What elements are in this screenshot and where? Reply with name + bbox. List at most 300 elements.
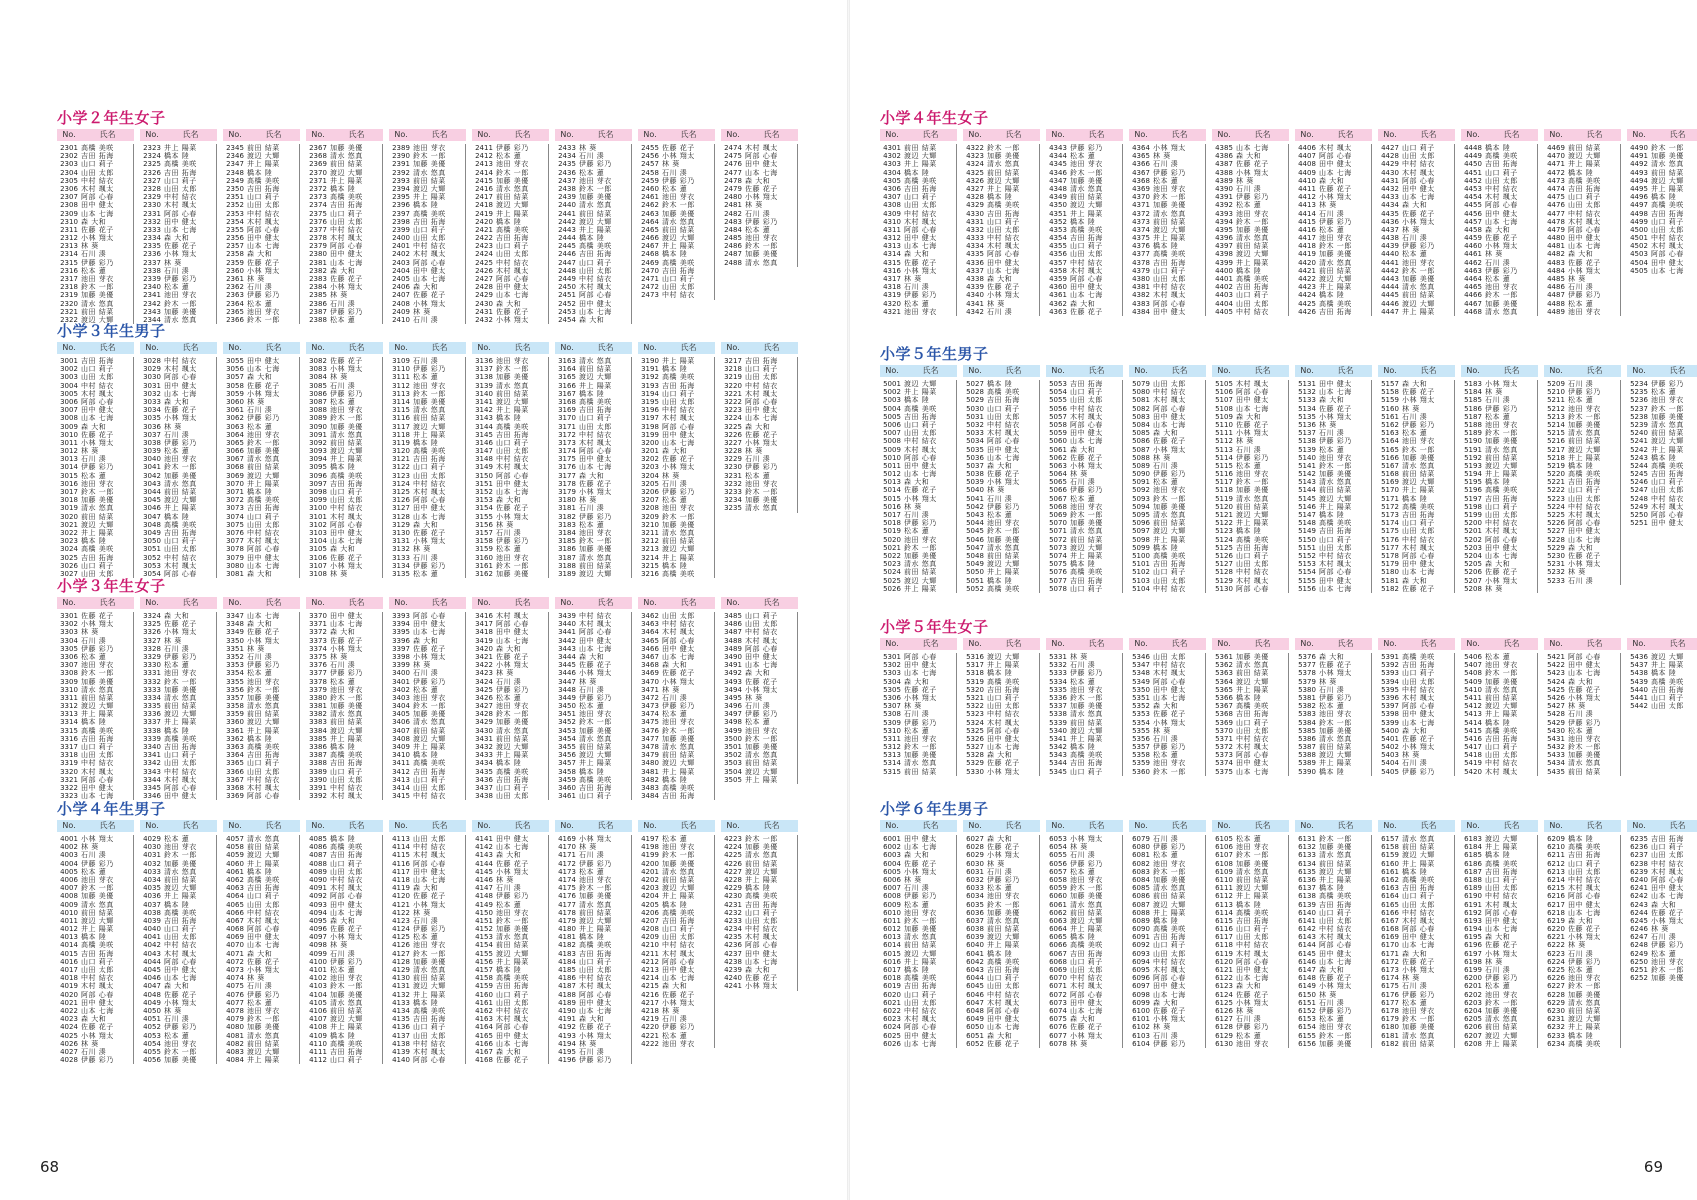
entry-number: 5390 (1298, 767, 1316, 776)
roster-row (1046, 719, 1122, 727)
header-name: 氏名 (597, 598, 614, 607)
roster-row (555, 390, 631, 398)
entry-name: 森 大和 (413, 520, 439, 529)
entry-number: 5156 (1298, 584, 1316, 593)
entry-number: 4156 (475, 957, 493, 966)
column-rows (1295, 653, 1372, 776)
roster-row (1544, 152, 1620, 160)
entry-name: 鈴木 一郎 (579, 884, 612, 893)
entry-name: 石川 湊 (1070, 851, 1096, 860)
roster-row (1544, 544, 1620, 552)
roster-row (721, 727, 797, 735)
entry-number: 4501 (1630, 234, 1648, 243)
entry-number: 3486 (724, 620, 742, 629)
entry-name: 山本 七海 (745, 957, 778, 966)
roster-row (57, 645, 133, 653)
entry-name: 林 葵 (81, 1039, 99, 1048)
entry-name: 木村 颯太 (247, 537, 280, 546)
entry-number: 6020 (883, 990, 901, 999)
roster-row (306, 554, 382, 562)
entry-number: 4492 (1630, 160, 1648, 169)
entry-name: 森 大和 (745, 966, 771, 974)
entry-name: 高橋 美咲 (1402, 502, 1435, 511)
roster-column (1461, 129, 1538, 316)
roster-row (555, 860, 631, 868)
entry-number: 5416 (1464, 734, 1482, 743)
roster-row (1378, 169, 1454, 177)
entry-name: 林 葵 (413, 545, 431, 554)
entry-number: 5069 (1049, 511, 1067, 519)
roster-row (140, 628, 216, 636)
entry-number: 3315 (60, 726, 78, 735)
entry-number: 3191 (641, 365, 659, 374)
roster-row (638, 373, 714, 381)
roster-row (57, 868, 133, 876)
column-rows (1129, 144, 1206, 316)
entry-number: 6016 (883, 957, 901, 966)
entry-name: 木村 颯太 (1070, 982, 1103, 991)
entry-name: 中村 結衣 (330, 875, 363, 884)
entry-name: 林 葵 (1236, 437, 1254, 446)
roster-row (1544, 218, 1620, 226)
entry-name: 小林 翔太 (81, 1031, 114, 1040)
roster-row (880, 144, 956, 152)
roster-row (306, 718, 382, 726)
entry-number: 4460 (1464, 242, 1482, 251)
entry-name: 鈴木 一郎 (987, 527, 1020, 536)
entry-number: 3181 (558, 504, 576, 513)
entry-name: 鈴木 一郎 (1153, 494, 1186, 503)
entry-name: 前田 結菜 (330, 438, 363, 447)
entry-number: 5362 (1215, 661, 1233, 670)
roster-column (1627, 129, 1697, 316)
entry-name: 木村 颯太 (1236, 380, 1269, 388)
roster-row (880, 925, 956, 933)
entry-number: 3380 (309, 693, 327, 702)
entry-number: 5339 (1049, 718, 1067, 727)
entry-name: 田中 健太 (1319, 576, 1352, 585)
entry-name: 森 大和 (987, 1031, 1013, 1040)
entry-name: 石川 湊 (1070, 661, 1096, 670)
header-name: 氏名 (182, 343, 199, 352)
entry-name: 山口 莉子 (247, 759, 280, 768)
header-no: No. (228, 343, 242, 352)
entry-name: 林 葵 (1568, 568, 1586, 577)
entry-number: 4188 (558, 990, 576, 999)
roster-row (57, 562, 133, 570)
entry-name: 高橋 美咲 (330, 843, 363, 852)
entry-name: 伊藤 彩乃 (579, 859, 612, 868)
entry-name: 山本 七海 (330, 620, 363, 629)
entry-name: 吉田 拓海 (1568, 184, 1601, 193)
roster-row (880, 991, 956, 999)
roster-row (1046, 250, 1122, 258)
column-rows (306, 612, 383, 800)
entry-name: 井上 陽菜 (330, 176, 363, 185)
roster-row (140, 653, 216, 661)
roster-row (880, 250, 956, 258)
header-no: No. (885, 639, 899, 648)
roster-row (721, 218, 797, 226)
roster-row (389, 291, 465, 299)
entry-number: 4362 (1049, 299, 1067, 308)
entry-name: 清水 悠真 (247, 455, 280, 464)
entry-number: 4322 (966, 144, 984, 152)
entry-name: 加藤 美優 (413, 160, 446, 169)
roster-row (472, 250, 548, 258)
entry-name: 小林 翔太 (330, 283, 363, 292)
entry-number: 4336 (966, 258, 984, 267)
roster-row (721, 768, 797, 776)
header-no: No. (643, 343, 657, 352)
entry-name: 高橋 美咲 (987, 677, 1020, 686)
entry-name: 田中 健太 (1651, 519, 1684, 528)
roster-row (306, 678, 382, 686)
roster-column (638, 820, 715, 1064)
roster-row (472, 160, 548, 168)
entry-number: 4022 (60, 1006, 78, 1015)
roster-row (880, 661, 956, 669)
entry-number: 6061 (1049, 900, 1067, 909)
entry-name: 田中 健太 (496, 479, 529, 488)
entry-name: 森 大和 (662, 447, 688, 456)
entry-name: 橋本 陸 (1070, 560, 1096, 569)
roster-column (555, 129, 632, 324)
entry-name: 佐藤 花子 (1319, 661, 1352, 670)
entry-number: 2363 (226, 291, 244, 300)
entry-number: 4176 (558, 892, 576, 901)
header-name: 氏名 (1503, 639, 1520, 648)
entry-name: 阿部 心春 (1402, 702, 1435, 711)
roster-row (638, 439, 714, 447)
roster-row (555, 835, 631, 843)
entry-number: 5102 (1132, 568, 1150, 577)
roster-row (472, 1015, 548, 1023)
entry-number: 4441 (1381, 258, 1399, 267)
entry-name: 中村 結衣 (164, 193, 197, 202)
roster-row (223, 398, 299, 406)
entry-number: 2342 (143, 299, 161, 308)
entry-number: 3005 (60, 389, 78, 398)
column-header (1212, 365, 1289, 377)
header-no: No. (62, 598, 76, 607)
header-name: 氏名 (597, 130, 614, 139)
entry-name: 渡辺 大輝 (164, 884, 197, 893)
entry-name: 清水 悠真 (662, 217, 695, 226)
roster-row (140, 669, 216, 677)
entry-name: 石川 湊 (1568, 710, 1594, 719)
roster-row (223, 1048, 299, 1056)
entry-number: 6049 (966, 1015, 984, 1024)
entry-number: 3342 (143, 759, 161, 768)
entry-number: 5115 (1215, 461, 1233, 470)
entry-name: 吉田 拓海 (81, 949, 114, 958)
roster-row (306, 735, 382, 743)
roster-row (389, 308, 465, 316)
roster-row (880, 1015, 956, 1023)
entry-number: 5375 (1215, 767, 1233, 776)
entry-number: 3347 (226, 612, 244, 620)
entry-number: 3334 (143, 693, 161, 702)
entry-name: 小林 翔太 (904, 266, 937, 275)
roster-row (223, 513, 299, 521)
roster-row (1627, 511, 1697, 519)
roster-row (1129, 503, 1205, 511)
entry-number: 5408 (1464, 669, 1482, 678)
entry-number: 5343 (1049, 751, 1067, 760)
entry-name: 井上 陽菜 (1651, 661, 1684, 670)
entry-number: 2422 (475, 234, 493, 243)
entry-name: 山田 太郎 (164, 184, 197, 193)
entry-number: 5378 (1298, 669, 1316, 678)
entry-number: 5212 (1547, 404, 1565, 413)
roster-row (721, 884, 797, 892)
entry-name: 吉田 拓海 (579, 783, 612, 792)
entry-name: 田中 健太 (1070, 998, 1103, 1007)
entry-name: 吉田 拓海 (1236, 283, 1269, 292)
roster-row (555, 645, 631, 653)
entry-number: 4213 (641, 966, 659, 974)
entry-name: 松本 蓮 (1070, 152, 1096, 161)
entry-number: 5314 (883, 759, 901, 768)
entry-name: 山本 七海 (496, 291, 529, 300)
entry-number: 5100 (1132, 551, 1150, 560)
entry-name: 木村 颯太 (1651, 242, 1684, 251)
entry-number: 3327 (143, 636, 161, 645)
roster-row (389, 702, 465, 710)
header-no: No. (1217, 639, 1231, 648)
entry-number: 5234 (1630, 380, 1648, 388)
entry-name: 前田 結菜 (579, 209, 612, 218)
roster-row (555, 710, 631, 718)
entry-name: 森 大和 (164, 397, 190, 406)
entry-name: 加藤 美優 (1070, 702, 1103, 711)
entry-name: 松本 蓮 (1319, 445, 1345, 454)
entry-name: 森 大和 (745, 669, 771, 678)
roster-row (1378, 152, 1454, 160)
roster-row (963, 388, 1039, 396)
roster-row (57, 513, 133, 521)
entry-name: 山田 太郎 (81, 751, 114, 760)
column-header (223, 597, 300, 609)
entry-name: 清水 悠真 (1070, 527, 1103, 536)
entry-number: 4350 (1049, 201, 1067, 210)
entry-name: 山本 七海 (1402, 193, 1435, 202)
entry-name: 松本 蓮 (330, 677, 356, 686)
entry-name: 木村 颯太 (164, 201, 197, 210)
roster-row (880, 585, 956, 593)
entry-number: 5246 (1630, 478, 1648, 487)
entry-name: 林 葵 (579, 144, 597, 152)
entry-number: 5199 (1464, 511, 1482, 519)
entry-number: 2432 (475, 315, 493, 324)
entry-number: 4402 (1215, 283, 1233, 292)
roster-row (140, 537, 216, 545)
roster-row (140, 529, 216, 537)
entry-number: 2366 (226, 315, 244, 324)
entry-name: 伊藤 彩乃 (81, 258, 114, 267)
column-header (306, 820, 383, 832)
roster-row (223, 472, 299, 480)
entry-name: 加藤 美優 (81, 892, 114, 901)
roster-row (389, 283, 465, 291)
entry-number: 5409 (1464, 677, 1482, 686)
entry-name: 橋本 陸 (1236, 527, 1262, 536)
roster-row (1544, 511, 1620, 519)
column-rows (1212, 380, 1289, 593)
entry-number: 3016 (60, 479, 78, 488)
entry-number: 4155 (475, 949, 493, 958)
entry-number: 6026 (883, 1039, 901, 1048)
entry-number: 4079 (226, 1015, 244, 1024)
roster-row (306, 488, 382, 496)
entry-name: 清水 悠真 (987, 916, 1020, 925)
entry-number: 5432 (1547, 743, 1565, 752)
roster-row (721, 901, 797, 909)
entry-name: 池田 芽衣 (1319, 710, 1352, 719)
entry-number: 2426 (475, 266, 493, 275)
entry-name: 山口 莉子 (1070, 957, 1103, 966)
entry-number: 3215 (641, 561, 659, 570)
entry-number: 5189 (1464, 429, 1482, 438)
entry-name: 阿部 心春 (662, 957, 695, 966)
entry-name: 鈴木 一郎 (1568, 743, 1601, 752)
entry-number: 5083 (1132, 412, 1150, 421)
header-no: No. (1051, 821, 1065, 830)
roster-row (57, 234, 133, 242)
entry-number: 4355 (1049, 242, 1067, 251)
header-name: 氏名 (922, 130, 939, 139)
entry-number: 3214 (641, 553, 659, 562)
entry-name: 松本 蓮 (1236, 461, 1262, 470)
entry-name: 中村 結衣 (81, 974, 114, 983)
roster-row (1295, 446, 1371, 454)
entry-number: 3325 (143, 620, 161, 629)
entry-name: 阿部 心春 (1070, 990, 1103, 999)
entry-name: 山田 太郎 (1485, 511, 1518, 519)
entry-number: 4138 (392, 1039, 410, 1048)
entry-number: 5404 (1381, 759, 1399, 768)
entry-number: 5001 (883, 380, 901, 388)
entry-name: 井上 陽菜 (1236, 519, 1269, 528)
entry-number: 5089 (1132, 461, 1150, 470)
entry-name: 高橋 美咲 (1568, 176, 1601, 185)
roster-row (140, 521, 216, 529)
roster-row (1212, 454, 1288, 462)
entry-number: 3180 (558, 496, 576, 505)
entry-name: 鈴木 一郎 (164, 677, 197, 686)
roster-row (1378, 291, 1454, 299)
entry-name: 松本 蓮 (1236, 201, 1262, 210)
entry-number: 3123 (392, 471, 410, 480)
entry-number: 4327 (966, 184, 984, 193)
roster-row (1295, 234, 1371, 242)
entry-number: 2352 (226, 201, 244, 210)
entry-name: 井上 陽菜 (579, 381, 612, 390)
roster-row (555, 283, 631, 291)
entry-name: 田中 健太 (81, 406, 114, 415)
entry-name: 池田 芽衣 (247, 430, 280, 439)
entry-name: 木村 颯太 (164, 775, 197, 784)
roster-row (306, 1048, 382, 1056)
entry-name: 渡辺 大輝 (81, 315, 114, 324)
column-rows (1046, 144, 1123, 316)
roster-row (1295, 678, 1371, 686)
entry-name: 渡辺 大輝 (1070, 726, 1103, 735)
entry-name: 森 大和 (164, 234, 190, 243)
entry-number: 3375 (309, 652, 327, 661)
roster-column (306, 129, 383, 324)
roster-row (638, 735, 714, 743)
roster-row (555, 250, 631, 258)
roster-row (555, 694, 631, 702)
entry-number: 5155 (1298, 576, 1316, 585)
roster-row (1212, 702, 1288, 710)
roster-row (1129, 552, 1205, 560)
entry-number: 6062 (1049, 908, 1067, 917)
entry-number: 5412 (1464, 702, 1482, 711)
entry-number: 4315 (883, 258, 901, 267)
entry-number: 3388 (309, 759, 327, 768)
entry-name: 加藤 美優 (164, 307, 197, 316)
entry-number: 4164 (475, 1023, 493, 1032)
entry-number: 3390 (309, 775, 327, 784)
entry-number: 6042 (966, 957, 984, 966)
entry-number: 4013 (60, 933, 78, 942)
roster-row (1544, 694, 1620, 702)
entry-name: 佐藤 花子 (1568, 685, 1601, 694)
entry-name: 木村 颯太 (904, 217, 937, 226)
entry-name: 山田 太郎 (1153, 380, 1186, 388)
entry-name: 山口 莉子 (579, 792, 612, 801)
entry-name: 橋本 陸 (247, 734, 273, 743)
header-no: No. (726, 821, 740, 830)
roster-row (555, 759, 631, 767)
entry-name: 松本 蓮 (1402, 250, 1428, 259)
entry-number: 5098 (1132, 535, 1150, 544)
entry-name: 山口 莉子 (330, 767, 363, 776)
entry-name: 田中 健太 (904, 461, 937, 470)
entry-name: 森 大和 (1402, 201, 1428, 210)
roster-row (140, 966, 216, 974)
entry-name: 林 葵 (413, 908, 431, 917)
roster-row (1627, 144, 1697, 152)
entry-name: 前田 結菜 (662, 875, 695, 884)
entry-number: 5428 (1547, 710, 1565, 719)
entry-number: 3032 (143, 389, 161, 398)
roster-row (1129, 300, 1205, 308)
entry-name: 橋本 陸 (413, 438, 439, 447)
roster-row (1046, 678, 1122, 686)
roster-row (472, 860, 548, 868)
entry-name: 橋本 陸 (1070, 933, 1096, 942)
roster-row (963, 743, 1039, 751)
roster-row (1461, 234, 1537, 242)
entry-number: 3151 (475, 479, 493, 488)
entry-name: 阿部 心春 (987, 250, 1020, 259)
entry-number: 5059 (1049, 429, 1067, 438)
entry-name: 松本 蓮 (1070, 494, 1096, 503)
entry-number: 3057 (226, 373, 244, 382)
entry-number: 3198 (641, 422, 659, 431)
entry-name: 加藤 美優 (81, 291, 114, 300)
roster-row (963, 300, 1039, 308)
roster-row (880, 446, 956, 454)
roster-row (963, 585, 1039, 593)
entry-number: 5365 (1215, 685, 1233, 694)
entry-name: 吉田 拓海 (579, 406, 612, 415)
entry-name: 松本 蓮 (1568, 726, 1594, 735)
